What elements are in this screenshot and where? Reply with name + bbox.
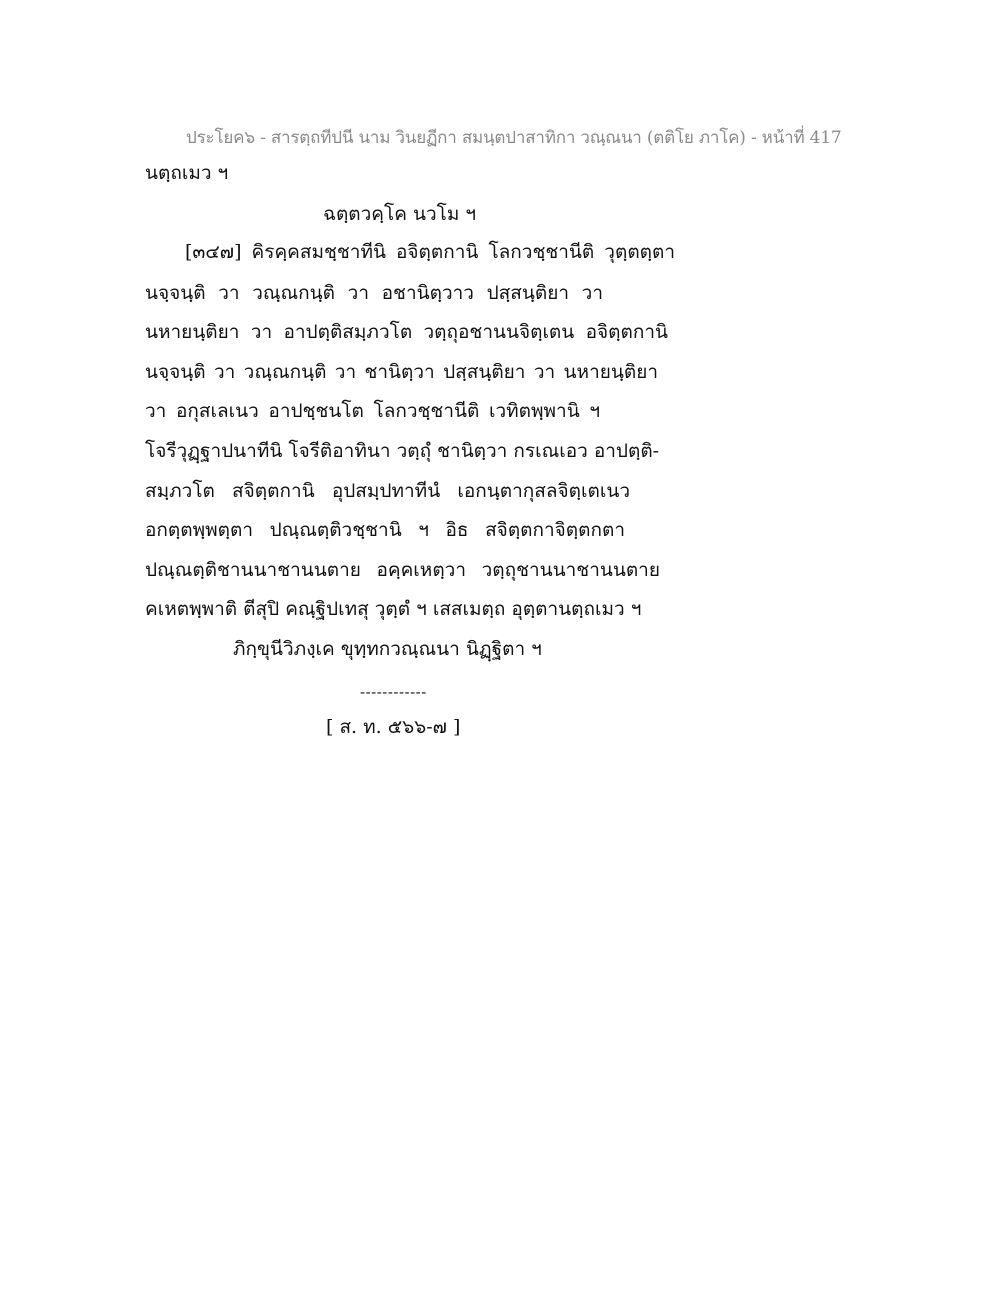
body-line-1: นตฺถเมว ฯ [145, 162, 229, 184]
body-line-9: สมฺภวโต สจิตฺตกานิ อุปสมฺปทาทีนํ เอกนฺตากุสลจิตฺเตเนว [145, 480, 630, 502]
body-line-3: [๓๔๗] คิรคฺคสมชฺชาทีนิ อจิตฺตกานิ โลกวชฺชานีติ วุตฺตตฺตา [185, 241, 675, 263]
body-line-10: อกตฺตพฺพตฺตา ปณฺณตฺติวชฺชานิ ฯ อิธ สจิตฺตกาจิตฺตกตา [145, 519, 625, 541]
body-line-11: ปณฺณตฺติชานนาชานนตาย อคฺคเหตฺวา วตฺถุชานนาชานนตาย [145, 559, 660, 581]
body-line-6: นจฺจนฺติ วา วณฺณกนฺติ วา ชานิตฺวา ปสฺสนฺติยา วา นหายนฺติยา [145, 361, 658, 383]
body-line-8: โจรีวุฏฺฐาปนาทีนิ โจรีติอาทินา วตฺถุํ ชานิตฺวา กรเณเอว อาปตฺติ- [145, 440, 660, 462]
reference-note: [ ส. ท. ๕๖๖-๗ ] [326, 716, 461, 738]
body-line-5: นหายนฺติยา วา อาปตฺติสมฺภวโต วตฺถุอชานนจิตฺเตน อจิตฺตกานิ [145, 321, 668, 343]
page-header: ประโยค๖ - สารตฺถทีปนี นาม วินยฏีกา สมนฺตปาสาทิกา วณฺณนา (ตติโย ภาโค) - หน้าที่ 417 [186, 128, 842, 148]
body-line-4: นจฺจนฺติ วา วณฺณกนฺติ วา อชานิตฺวาว ปสฺสนฺติยา วา [145, 282, 603, 304]
body-line-7: วา อกุสเลเนว อาปชฺชนโต โลกวชฺชานีติ เวทิตพฺพานิ ฯ [145, 400, 600, 422]
body-line-12: คเหตพฺพาติ ตีสุปิ คณฺฐิปเทสุ วุตฺตํ ฯ เสสเมตฺถ อุตฺตานตฺถเมว ฯ [145, 598, 642, 620]
closing-line: ภิกฺขุนีวิภงฺเค ขุทฺทกวณฺณนา นิฏฺฐิตา ฯ [233, 638, 542, 660]
section-heading: ฉตฺตวคฺโค นวโม ฯ [323, 203, 477, 225]
divider: ------------ [360, 683, 427, 701]
